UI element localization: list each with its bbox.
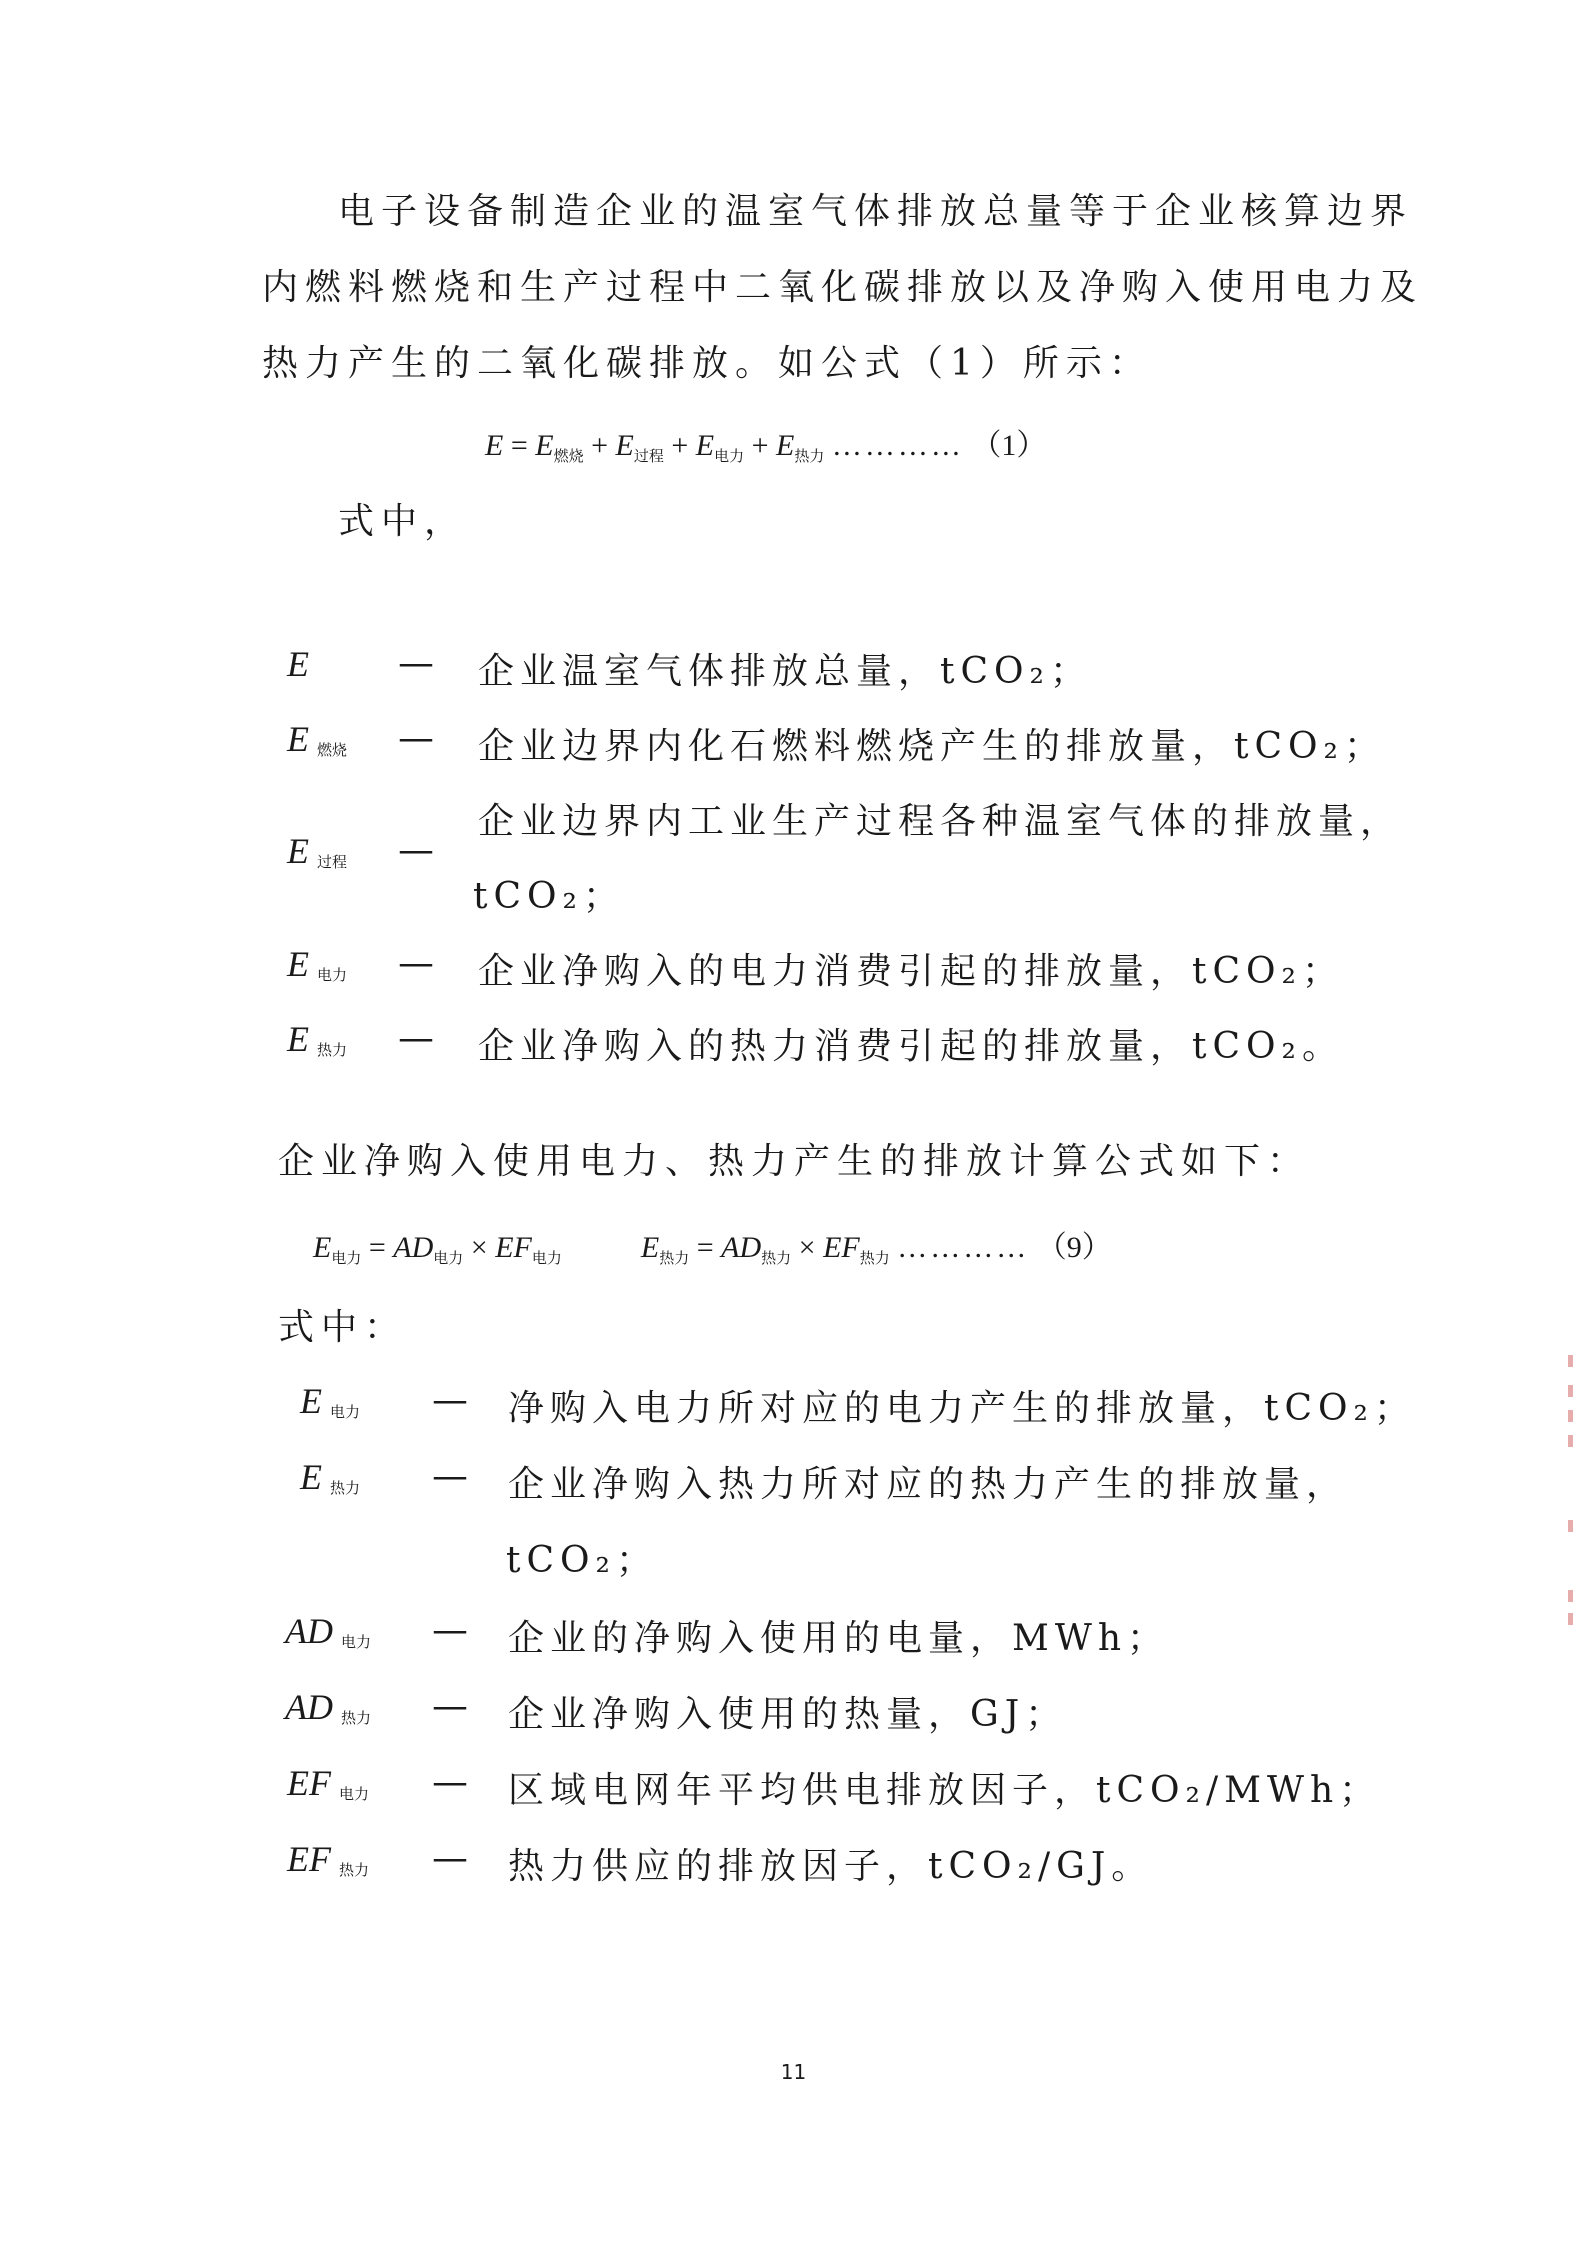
def2-dash-3: — bbox=[432, 1610, 468, 1651]
def2-dash-1: — bbox=[432, 1380, 468, 1421]
intro-line-2: 内燃料燃烧和生产过程中二氧化碳排放以及净购入使用电力及 bbox=[262, 267, 1424, 308]
def2-text-1: 净购入电力所对应的电力产生的排放量，tCO₂； bbox=[508, 1388, 1416, 1429]
eq1-sub-2: 过程 bbox=[633, 447, 664, 465]
def1-dash-1: — bbox=[398, 643, 434, 684]
eq1-dots: ………… bbox=[831, 429, 964, 462]
def2-symbol-4: AD $_{热力}$ bbox=[285, 1687, 372, 1727]
calc-intro: 企业净购入使用电力、热力产生的排放计算公式如下： bbox=[278, 1141, 1311, 1182]
def2-symbol-6: EF $_{热力}$ bbox=[287, 1839, 369, 1879]
def1-dash-4: — bbox=[398, 943, 434, 984]
eq1-term-4: E bbox=[776, 429, 795, 462]
def2-text-3: 企业的净购入使用的电量，MWh； bbox=[508, 1618, 1170, 1659]
where-label-1: 式中， bbox=[338, 501, 468, 542]
def2-dash-2: — bbox=[432, 1456, 468, 1497]
eq9-dots: ………… bbox=[897, 1231, 1030, 1264]
def2-text-6: 热力供应的排放因子，tCO₂/GJ。 bbox=[508, 1846, 1154, 1887]
eq9-ad-heat: AD bbox=[721, 1231, 762, 1264]
eq9-ef-heat: EF bbox=[823, 1231, 860, 1264]
def2-text-2-cont: tCO₂； bbox=[506, 1540, 658, 1581]
eq9-ef-power: EF bbox=[495, 1231, 532, 1264]
where-label-2: 式中： bbox=[278, 1307, 408, 1348]
def1-text-5: 企业净购入的热力消费引起的排放量，tCO₂。 bbox=[478, 1026, 1344, 1067]
def1-text-4: 企业净购入的电力消费引起的排放量，tCO₂； bbox=[478, 951, 1344, 992]
intro-line-3: 热力产生的二氧化碳排放。如公式（1）所示： bbox=[262, 343, 1152, 384]
def1-text-1: 企业温室气体排放总量，tCO₂； bbox=[478, 651, 1092, 692]
def1-symbol-1: E bbox=[287, 644, 309, 684]
eq1-term-1: E bbox=[535, 429, 554, 462]
page-number: 11 bbox=[780, 2060, 807, 2084]
def1-dash-5: — bbox=[398, 1018, 434, 1059]
def1-text-3: 企业边界内工业生产过程各种温室气体的排放量， bbox=[478, 801, 1403, 842]
def2-symbol-1: E $_{电力}$ bbox=[300, 1381, 361, 1421]
def2-dash-6: — bbox=[432, 1838, 468, 1879]
def1-text-3-cont: tCO₂； bbox=[473, 876, 625, 917]
def1-symbol-2: E $_{燃烧}$ bbox=[287, 719, 348, 759]
equation-9: $E_{电力} = AD_{电力} \times EF_{电力}$ $E_{热力} = AD_{热力} \times EF_{热力}$ ………… （9） bbox=[313, 1231, 1112, 1267]
def1-symbol-5: E $_{热力}$ bbox=[287, 1019, 348, 1059]
eq1-lhs: E bbox=[485, 429, 504, 462]
eq1-term-2: E bbox=[615, 429, 634, 462]
def1-dash-2: — bbox=[398, 718, 434, 759]
def1-symbol-3: E $_{过程}$ bbox=[287, 831, 348, 871]
def2-text-4: 企业净购入使用的热量，GJ； bbox=[508, 1694, 1068, 1735]
eq1-sub-1: 燃烧 bbox=[553, 447, 584, 465]
def1-text-2: 企业边界内化石燃料燃烧产生的排放量，tCO₂； bbox=[478, 726, 1386, 767]
eq9-e-power: E bbox=[313, 1231, 332, 1264]
eq1-term-3: E bbox=[695, 429, 715, 462]
seal-mark bbox=[1568, 1355, 1578, 1625]
def2-text-5: 区域电网年平均供电排放因子，tCO₂/MWh； bbox=[508, 1770, 1382, 1811]
def2-symbol-5: EF $_{电力}$ bbox=[287, 1763, 369, 1803]
equation-1: $E = E_{燃烧} + E_{过程} + E_{电力} + E_{热力}$ ………… （1） bbox=[485, 429, 1047, 465]
def1-symbol-4: E $_{电力}$ bbox=[287, 944, 348, 984]
def2-symbol-3: AD $_{电力}$ bbox=[285, 1611, 372, 1651]
eq1-number: （1） bbox=[971, 429, 1047, 462]
def2-dash-4: — bbox=[432, 1686, 468, 1727]
def2-dash-5: — bbox=[432, 1762, 468, 1803]
eq9-ad-power: AD bbox=[393, 1231, 434, 1264]
eq9-number: （9） bbox=[1036, 1231, 1112, 1264]
def1-dash-3: — bbox=[398, 830, 434, 871]
intro-line-1: 电子设备制造企业的温室气体排放总量等于企业核算边界 bbox=[338, 191, 1414, 232]
eq1-sub-4: 热力 bbox=[794, 447, 825, 465]
eq1-sub-3: 电力 bbox=[714, 447, 745, 465]
eq9-e-heat: E bbox=[640, 1231, 660, 1264]
def2-symbol-2: E $_{热力}$ bbox=[300, 1457, 361, 1497]
def2-text-2: 企业净购入热力所对应的热力产生的排放量， bbox=[508, 1464, 1349, 1505]
